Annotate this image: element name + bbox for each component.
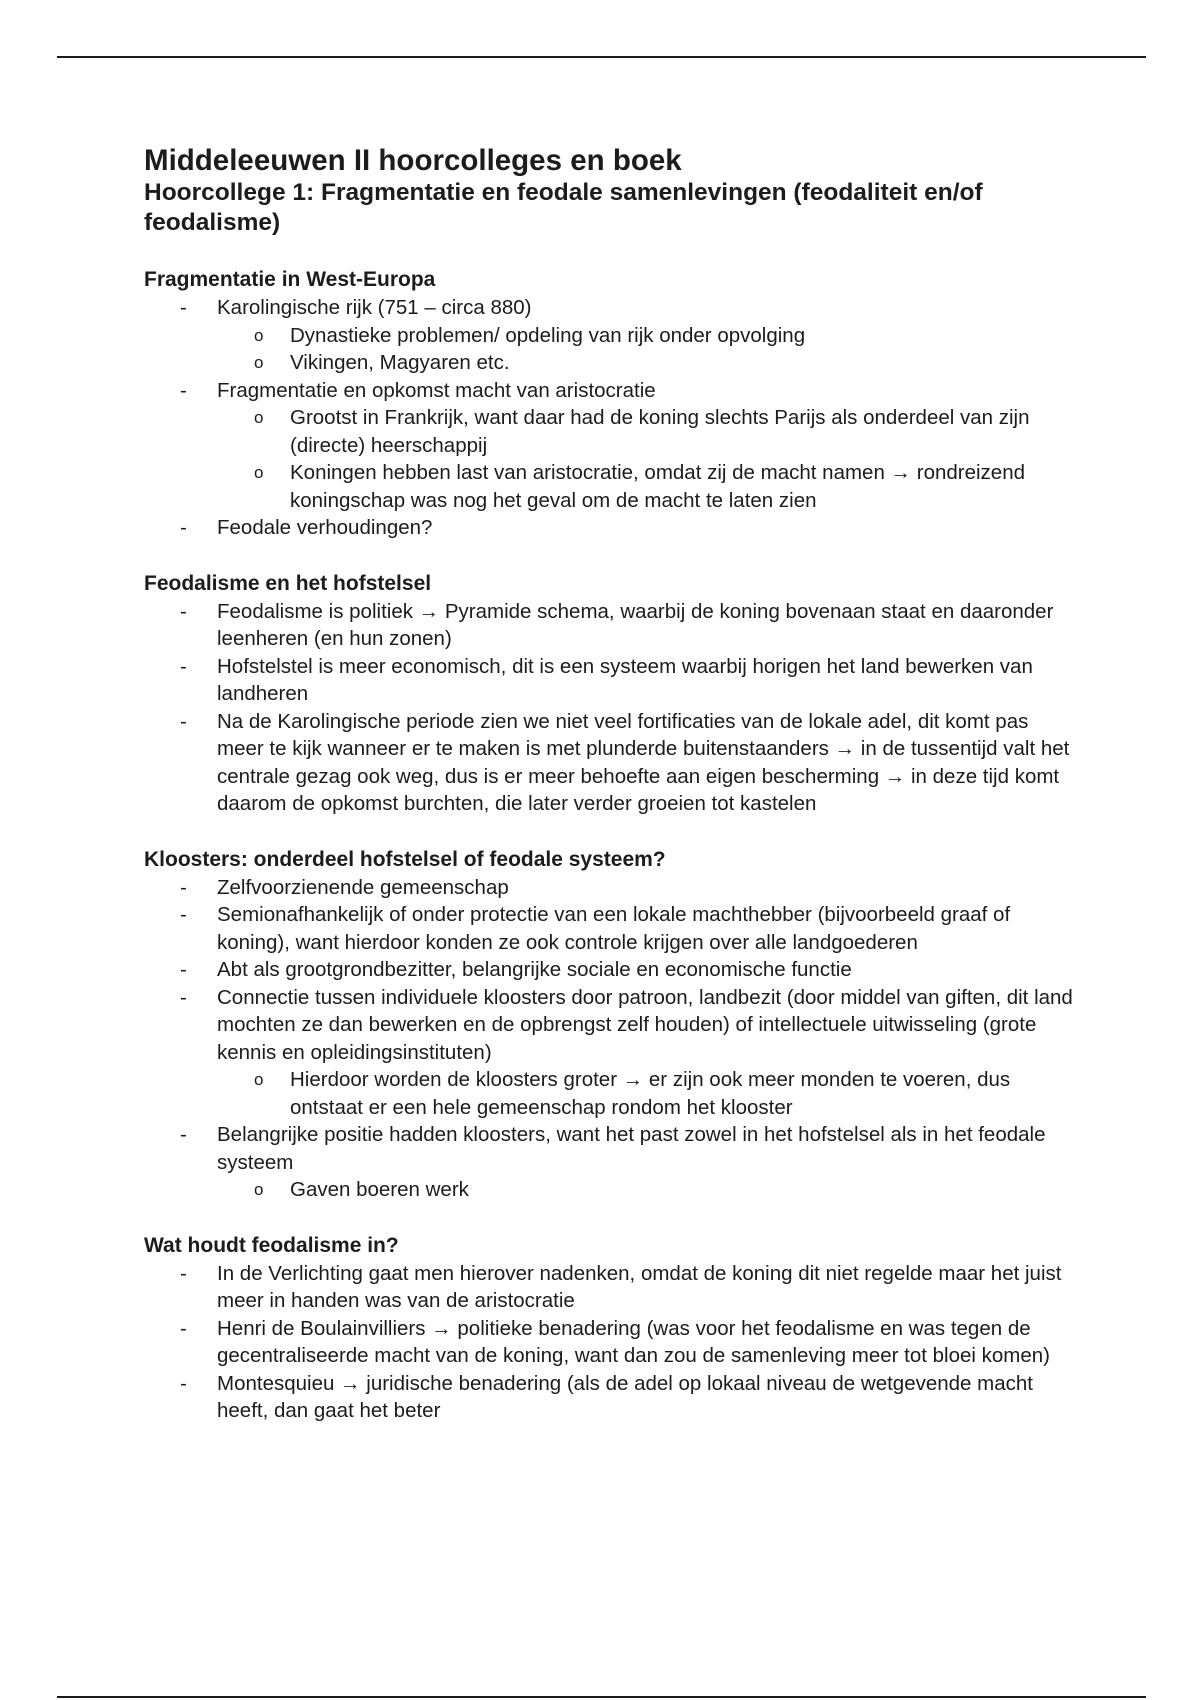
list-item [144,984,1074,1122]
section [144,266,1074,542]
list-item-text: Connectie tussen individuele kloosters door patroon, landbezit (door middel van giften, dit land mochten ze dan bewerken en de opbrengst zelf houden) of intellectuele uitwisseling (grote kennis en opleidingsinstituten) [217,985,1073,1064]
circle-bullet-icon: o [254,325,264,345]
section-heading: Kloosters: onderdeel hofstelsel of feodale systeem? [144,847,666,871]
sub-list-item-text: Dynastieke problemen/ opdeling van rijk onder opvolging [290,323,806,347]
sub-list-item [144,322,1074,350]
document-body [144,144,1074,1425]
bullet-list [144,294,1074,542]
list-item [144,1121,1074,1204]
dash-bullet-icon: - [180,1371,187,1395]
list-item-text: Feodalisme is politiek → Pyramide schema, waarbij de koning bovenaan staat en daaronder leenheren (en hun zonen) [217,599,1054,650]
list-item-text: Montesquieu → juridische benadering (als de adel op lokaal niveau de wetgevende macht heeft, dan gaat het beter [217,1371,1033,1422]
dash-bullet-icon: - [180,985,187,1009]
dash-bullet-icon: - [180,709,187,733]
dash-bullet-icon: - [180,1123,187,1146]
sub-list-item [144,459,1074,514]
circle-bullet-icon: o [254,1180,264,1199]
list-item [144,901,1074,956]
sections-container [144,266,1074,1425]
sub-list-item [144,404,1074,459]
sub-list-item [144,349,1074,377]
document-subtitle: Hoorcollege 1: Fragmentatie en feodale samenlevingen (feodaliteit en/of feodalisme) [144,179,983,236]
sub-bullet-list [144,1066,1074,1121]
sub-list-item-text: Koningen hebben last van aristocratie, omdat zij de macht namen → rondreizend koningschap was nog het geval om de macht te laten zien [290,461,1026,512]
list-item [144,1370,1074,1425]
sub-list-item-text: Vikingen, Magyaren etc. [290,351,510,374]
list-item-text: In de Verlichting gaat men hierover nadenken, omdat de koning dit niet regelde maar het juist meer in handen was van de aristocratie [217,1261,1062,1312]
sub-bullet-list [144,322,1074,377]
list-item [144,514,1074,542]
dash-bullet-icon: - [180,1261,187,1285]
dash-bullet-icon: - [180,654,187,678]
top-rule [57,56,1146,58]
section-heading: Fragmentatie in West-Europa [144,268,436,291]
sub-list-item-text: Gaven boeren werk [290,1178,469,1201]
section-heading: Feodalisme en het hofstelsel [144,571,432,595]
section [144,570,1074,818]
list-item [144,1260,1074,1315]
circle-bullet-icon: o [254,408,264,427]
list-item-text: Henri de Boulainvilliers → politieke benadering (was voor het feodalisme en was tegen de gecentraliseerde macht van de koning, want dan zou de samenleving meer tot bloei komen) [217,1316,1051,1367]
bullet-list [144,598,1074,818]
section [144,1232,1074,1425]
list-item-text: Hofstelstel is meer economisch, dit is een systeem waarbij horigen het land bewerken van landheren [217,654,1033,705]
list-item-text: Zelfvoorzienende gemeenschap [217,875,509,899]
sub-list-item [144,1066,1074,1121]
list-item [144,294,1074,377]
list-item-text: Abt als grootgrondbezitter, belangrijke sociale en economische functie [217,958,852,981]
sub-list-item [144,1176,1074,1204]
dash-bullet-icon: - [180,958,187,981]
bottom-rule [57,1696,1146,1698]
sub-list-item-text: Hierdoor worden de kloosters groter → er zijn ook meer monden te voeren, dus ontstaat er een hele gemeenschap rondom het klooster [290,1068,1011,1119]
sub-bullet-list [144,1176,1074,1204]
dash-bullet-icon: - [180,875,187,899]
sub-bullet-list [144,404,1074,514]
list-item-text: Fragmentatie en opkomst macht van aristocratie [217,378,656,402]
list-item [144,874,1074,902]
section-heading: Wat houdt feodalisme in? [144,1233,399,1257]
dash-bullet-icon: - [180,516,187,539]
list-item [144,377,1074,515]
list-item-text: Feodale verhoudingen? [217,516,433,539]
dash-bullet-icon: - [180,599,187,623]
list-item-text: Semionafhankelijk of onder protectie van een lokale machthebber (bijvoorbeeld graaf of koning), want hierdoor konden ze ook controle krijgen over alle landgoederen [217,903,1011,954]
bullet-list [144,874,1074,1204]
list-item [144,598,1074,653]
circle-bullet-icon: o [254,353,264,372]
list-item [144,956,1074,984]
dash-bullet-icon: - [180,378,187,402]
list-item-text: Karolingische rijk (751 – circa 880) [217,296,532,319]
list-item [144,708,1074,818]
dash-bullet-icon: - [180,296,187,319]
dash-bullet-icon: - [180,903,187,926]
section [144,846,1074,1204]
document-title: Middeleeuwen II hoorcolleges en boek [144,144,682,177]
list-item-text: Belangrijke positie hadden kloosters, want het past zowel in het hofstelsel als in het feodale systeem [217,1123,1046,1174]
circle-bullet-icon: o [254,463,264,482]
bullet-list [144,1260,1074,1425]
dash-bullet-icon: - [180,1316,187,1340]
list-item-text: Na de Karolingische periode zien we niet veel fortificaties van de lokale adel, dit komt pas meer te kijk wanneer er te maken is met plunderde buitenstaanders → in de tussentijd valt het centrale gezag ook weg, dus is er meer behoefte aan eigen bescherming → in deze tijd komt daarom de opkomst burchten, die later verder groeien tot kastelen [217,709,1070,815]
list-item [144,653,1074,708]
circle-bullet-icon: o [254,1070,264,1089]
sub-list-item-text: Grootst in Frankrijk, want daar had de koning slechts Parijs als onderdeel van zijn (directe) heerschappij [290,406,1030,457]
list-item [144,1315,1074,1370]
